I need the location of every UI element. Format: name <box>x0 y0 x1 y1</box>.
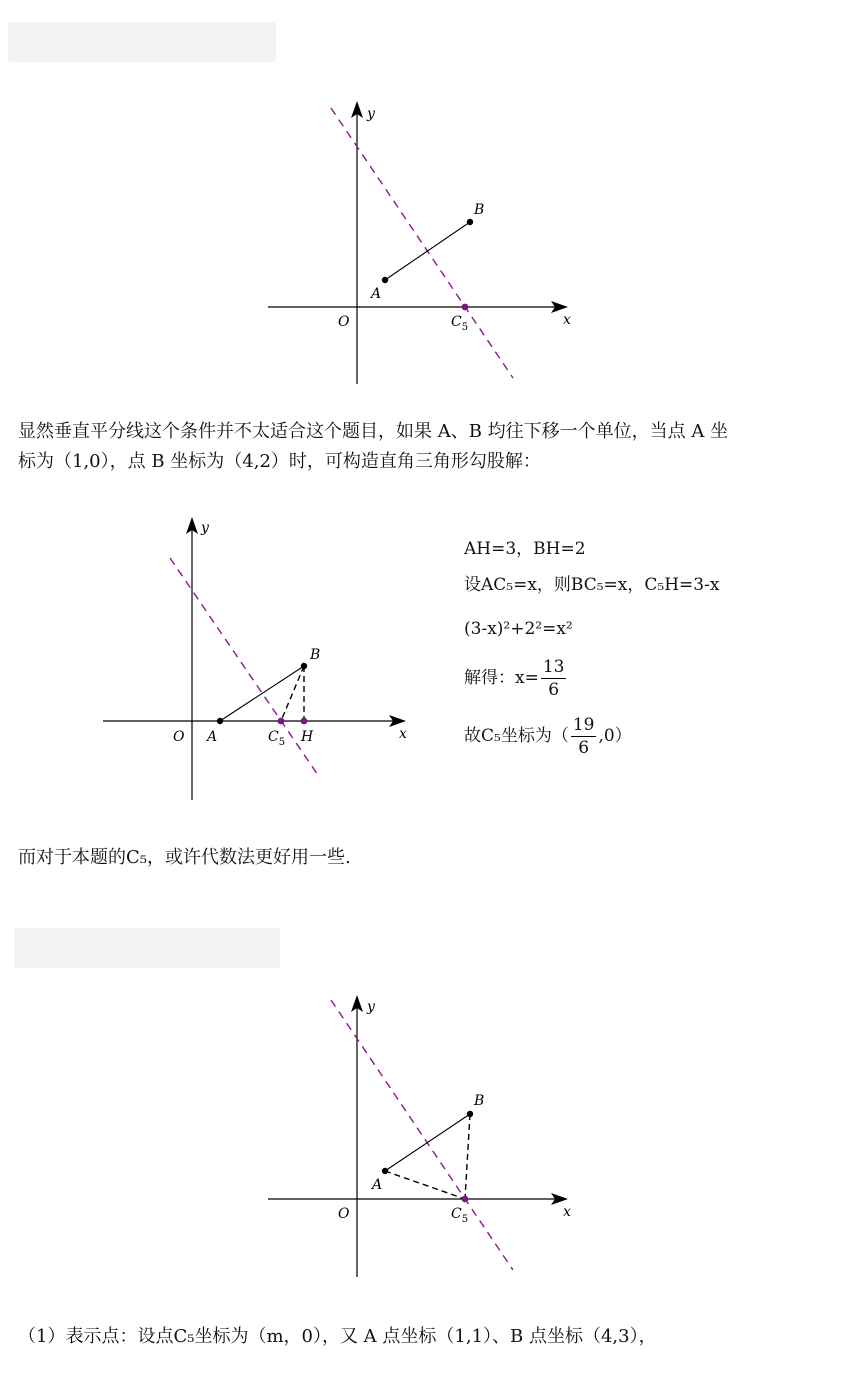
point-a-label: A <box>372 1177 383 1193</box>
point-a <box>382 277 388 283</box>
x-axis-label: x <box>563 312 571 328</box>
point-a-label: A <box>371 286 382 302</box>
solution-line-5 <box>464 714 632 759</box>
paragraph-1-line-2: 标为（1,0），点 B 坐标为（4,2）时，可构造直角三角形勾股解： <box>18 451 541 472</box>
solution-line-5-suffix: ,0） <box>598 726 632 746</box>
solution-line-2: 设AC₅=x，则BC₅=x，C₅H=3-x <box>464 575 720 595</box>
fraction-numerator: 13 <box>542 657 565 677</box>
point-c5-label: $C_5$ <box>451 1206 469 1225</box>
x-axis-label: x <box>399 726 407 742</box>
point-c5-label: $C_5$ <box>451 314 469 333</box>
segment-ab <box>220 666 304 721</box>
perpendicular-bisector <box>331 1000 513 1270</box>
figure-3 <box>0 980 850 1300</box>
point-b-label: B <box>310 647 321 663</box>
segment-bc5 <box>281 666 304 721</box>
segment-ac5 <box>385 1171 465 1199</box>
x-axis-label: x <box>563 1204 571 1220</box>
point-b <box>467 1111 473 1117</box>
origin-label: O <box>338 1206 350 1222</box>
point-c5 <box>462 1196 469 1203</box>
solution-line-4-prefix: 解得：x= <box>464 668 539 688</box>
segment-bc5 <box>465 1114 470 1199</box>
fraction-numerator: 19 <box>572 715 595 735</box>
paragraph-2: 而对于本题的C₅，或许代数法更好用一些. <box>18 847 351 868</box>
y-axis-label: y <box>367 106 375 122</box>
fraction-denominator: 6 <box>578 738 590 758</box>
point-b-label: B <box>474 1093 485 1109</box>
solution-line-5-prefix: 故C₅坐标为（ <box>464 726 569 746</box>
y-axis-label: y <box>201 520 209 536</box>
solution-line-3: (3-x)²+2²=x² <box>464 619 573 639</box>
solution-line-1: AH=3，BH=2 <box>464 539 586 559</box>
point-b-label: B <box>474 202 485 218</box>
point-c5 <box>462 304 469 311</box>
fraction-13-6 <box>541 656 567 701</box>
segment-ab <box>385 1114 470 1171</box>
y-axis-label: y <box>367 999 375 1015</box>
origin-label: O <box>338 314 350 330</box>
figure-2 <box>0 500 850 820</box>
point-b <box>301 663 307 669</box>
point-h-label: H <box>301 729 314 745</box>
point-h <box>301 718 308 725</box>
point-a <box>217 718 223 724</box>
paragraph-1 <box>18 417 728 477</box>
point-a-label: A <box>207 729 218 745</box>
figure-1 <box>0 0 850 390</box>
solution-line-4 <box>464 656 568 701</box>
point-c5-label: $C_5$ <box>268 729 286 748</box>
segment-ab <box>385 222 470 280</box>
fraction-denominator: 6 <box>548 680 560 700</box>
point-c5 <box>278 718 285 725</box>
perpendicular-bisector <box>331 108 513 378</box>
origin-label: O <box>173 729 185 745</box>
blurred-header-2 <box>14 928 280 968</box>
point-a <box>382 1168 388 1174</box>
paragraph-1-line-1: 显然垂直平分线这个条件并不太适合这个题目，如果 A、B 均往下移一个单位，当点 A 坐 <box>18 421 729 442</box>
point-b <box>467 219 473 225</box>
paragraph-3: （1）表示点：设点C₅坐标为（m，0），又 A 点坐标（1,1）、B 点坐标（4,3）， <box>18 1326 657 1347</box>
fraction-19-6 <box>571 714 597 759</box>
